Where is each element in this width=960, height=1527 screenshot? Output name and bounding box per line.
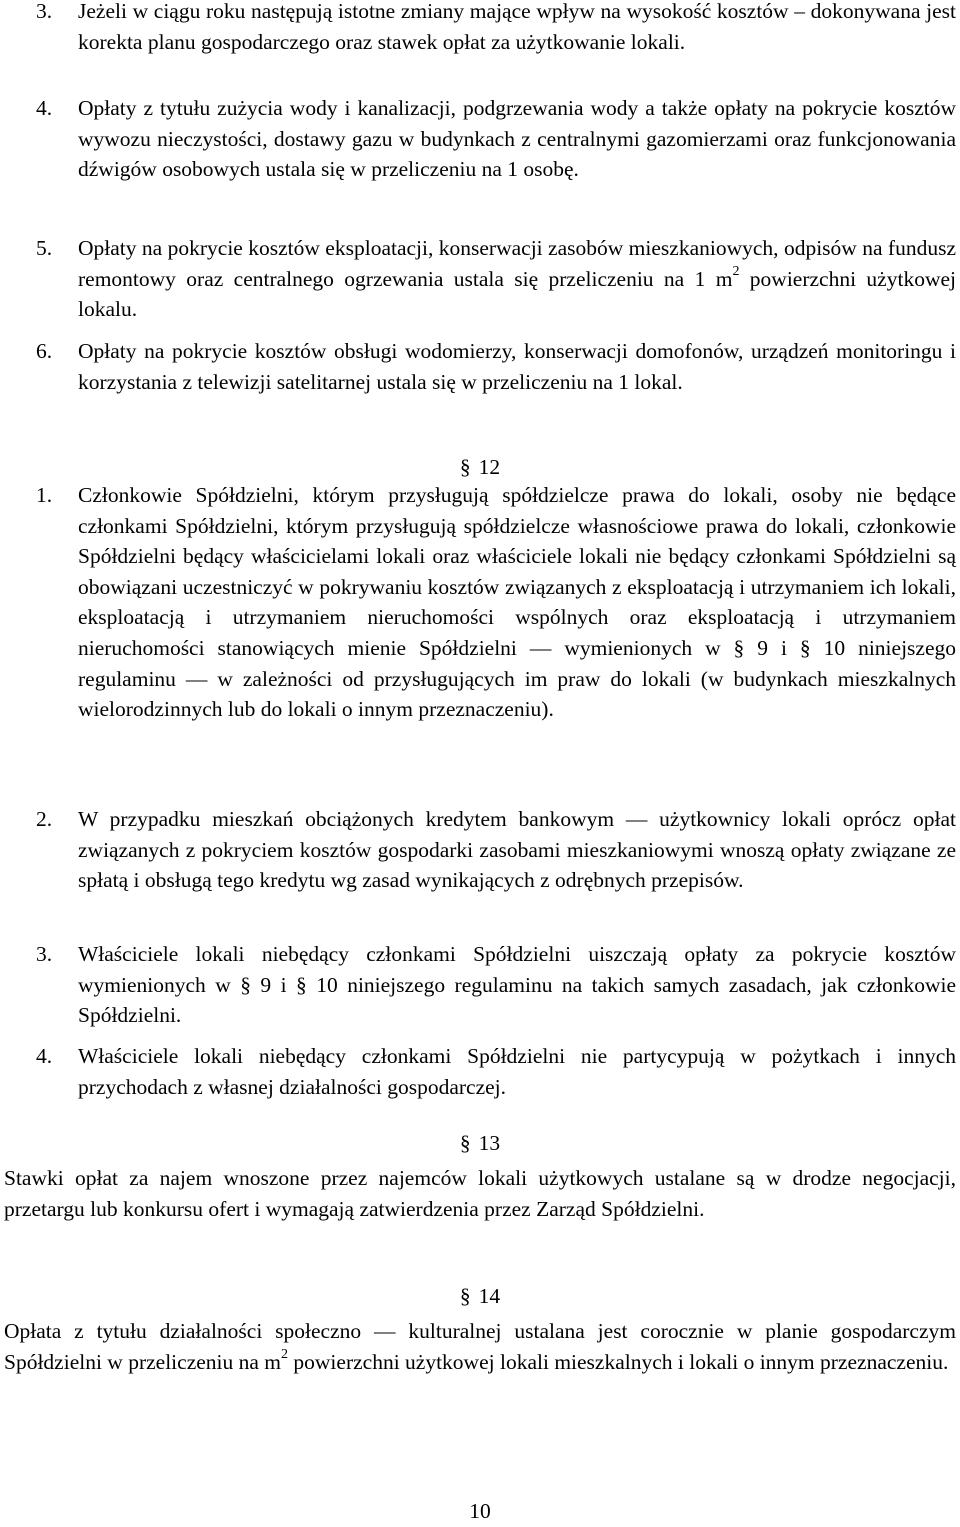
- section-symbol: §: [459, 1284, 471, 1308]
- section-paragraph: Stawki opłat za najem wnoszone przez najemców lokali użytkowych ustalane są w drodze negocjacji, przetargu lub konkursu ofert i wymagają zatwierdzenia przez Zarząd Spółdzielni.: [4, 1166, 956, 1221]
- item-number: 2.: [36, 807, 53, 831]
- section-symbol: §: [459, 455, 471, 479]
- section-number: 13: [478, 1131, 501, 1155]
- item-text: Jeżeli w ciągu roku następują istotne zmiany mające wpływ na wysokość kosztów – dokonywana jest korekta planu gospodarczego oraz stawek opłat za użytkowanie lokali.: [78, 0, 956, 54]
- list-item: [36, 93, 956, 185]
- item-number: 4.: [36, 96, 53, 120]
- list-item: [36, 939, 956, 1031]
- item-number: 3.: [36, 0, 53, 23]
- item-number: 5.: [36, 236, 53, 260]
- item-text: W przypadku mieszkań obciążonych kredytem bankowym — użytkownicy lokali oprócz opłat związanych z pokryciem kosztów gospodarki zasobami mieszkaniowymi wnoszą opłaty związane ze spłatą i obsługą tego kredytu wg zasad wynikających z odrębnych przepisów.: [78, 807, 956, 893]
- item-number: 4.: [36, 1044, 53, 1068]
- superscript: 2: [281, 1347, 289, 1363]
- list-item: [36, 233, 956, 325]
- list-item: [36, 336, 956, 397]
- section-number: 12: [478, 455, 501, 479]
- page-number: 10: [469, 1499, 491, 1523]
- superscript: 2: [732, 264, 740, 280]
- item-text: Właściciele lokali niebędący członkami Spółdzielni nie partycypują w pożytkach i innych przychodach z własnej działalności gospodarczej.: [78, 1044, 956, 1099]
- section-paragraph: Opłata z tytułu działalności społeczno — kulturalnej ustalana jest corocznie w planie gospodarczym Spółdzielni w przeliczeniu na $m^2$ powierzchni użytkowej lokali mieszkalnych i lokali o innym przeznaczeniu.: [4, 1319, 956, 1374]
- item-number: 1.: [36, 483, 53, 507]
- list-item: [36, 1041, 956, 1102]
- section-symbol: §: [459, 1131, 471, 1155]
- section-heading-14: [0, 1281, 960, 1312]
- item-text: Opłaty z tytułu zużycia wody i kanalizacji, podgrzewania wody a także opłaty na pokrycie kosztów wywozu nieczystości, dostawy gazu w budynkach z centralnymi gazomierzami oraz funkcjonowania dźwigów osobowych ustala się w przeliczeniu na 1 osobę.: [78, 96, 956, 182]
- list-item: [36, 0, 956, 57]
- section-heading-13: [0, 1128, 960, 1159]
- list-item: [36, 480, 956, 725]
- item-text: Członkowie Spółdzielni, którym przysługują spółdzielcze prawa do lokali, osoby nie będące członkami Spółdzielni, którym przysługują spółdzielcze własnościowe prawa do lokali, członkowie Spółdzielni będący właścicielami lokali oraz właściciele lokali nie będący członkami Spółdzielni są obowiązani uczestniczyć w pokrywaniu kosztów związanych z eksploatacją i utrzymaniem ich lokali, eksploatacją i utrzymaniem nieruchomości wspólnych oraz eksploatacją i utrzymaniem nieruchomości stanowiących mienie Spółdzielni — wymienionych w § 9 i § 10 niniejszego regulaminu — w zależności od przysługujących im praw do lokali (w budynkach mieszkalnych wielorodzinnych lub do lokali o innym przeznaczeniu).: [78, 483, 956, 722]
- list-item: [36, 804, 956, 896]
- item-text: Właściciele lokali niebędący członkami Spółdzielni uiszczają opłaty za pokrycie kosztów wymienionych w § 9 i § 10 niniejszego regulaminu na takich samych zasadach, jak członkowie Spółdzielni.: [78, 942, 956, 1028]
- item-number: 6.: [36, 339, 53, 363]
- section-heading-12: [0, 452, 960, 483]
- item-text: Opłaty na pokrycie kosztów eksploatacji, konserwacji zasobów mieszkaniowych, odpisów na fundusz remontowy oraz centralnego ogrzewania ustala się przeliczeniu na 1 $m^2$ powierzchni użytkowej lokalu.: [78, 236, 956, 322]
- section-number: 14: [478, 1284, 501, 1308]
- item-text: Opłaty na pokrycie kosztów obsługi wodomierzy, konserwacji domofonów, urządzeń monitoringu i korzystania z telewizji satelitarnej ustala się w przeliczeniu na 1 lokal.: [78, 339, 956, 394]
- item-number: 3.: [36, 942, 53, 966]
